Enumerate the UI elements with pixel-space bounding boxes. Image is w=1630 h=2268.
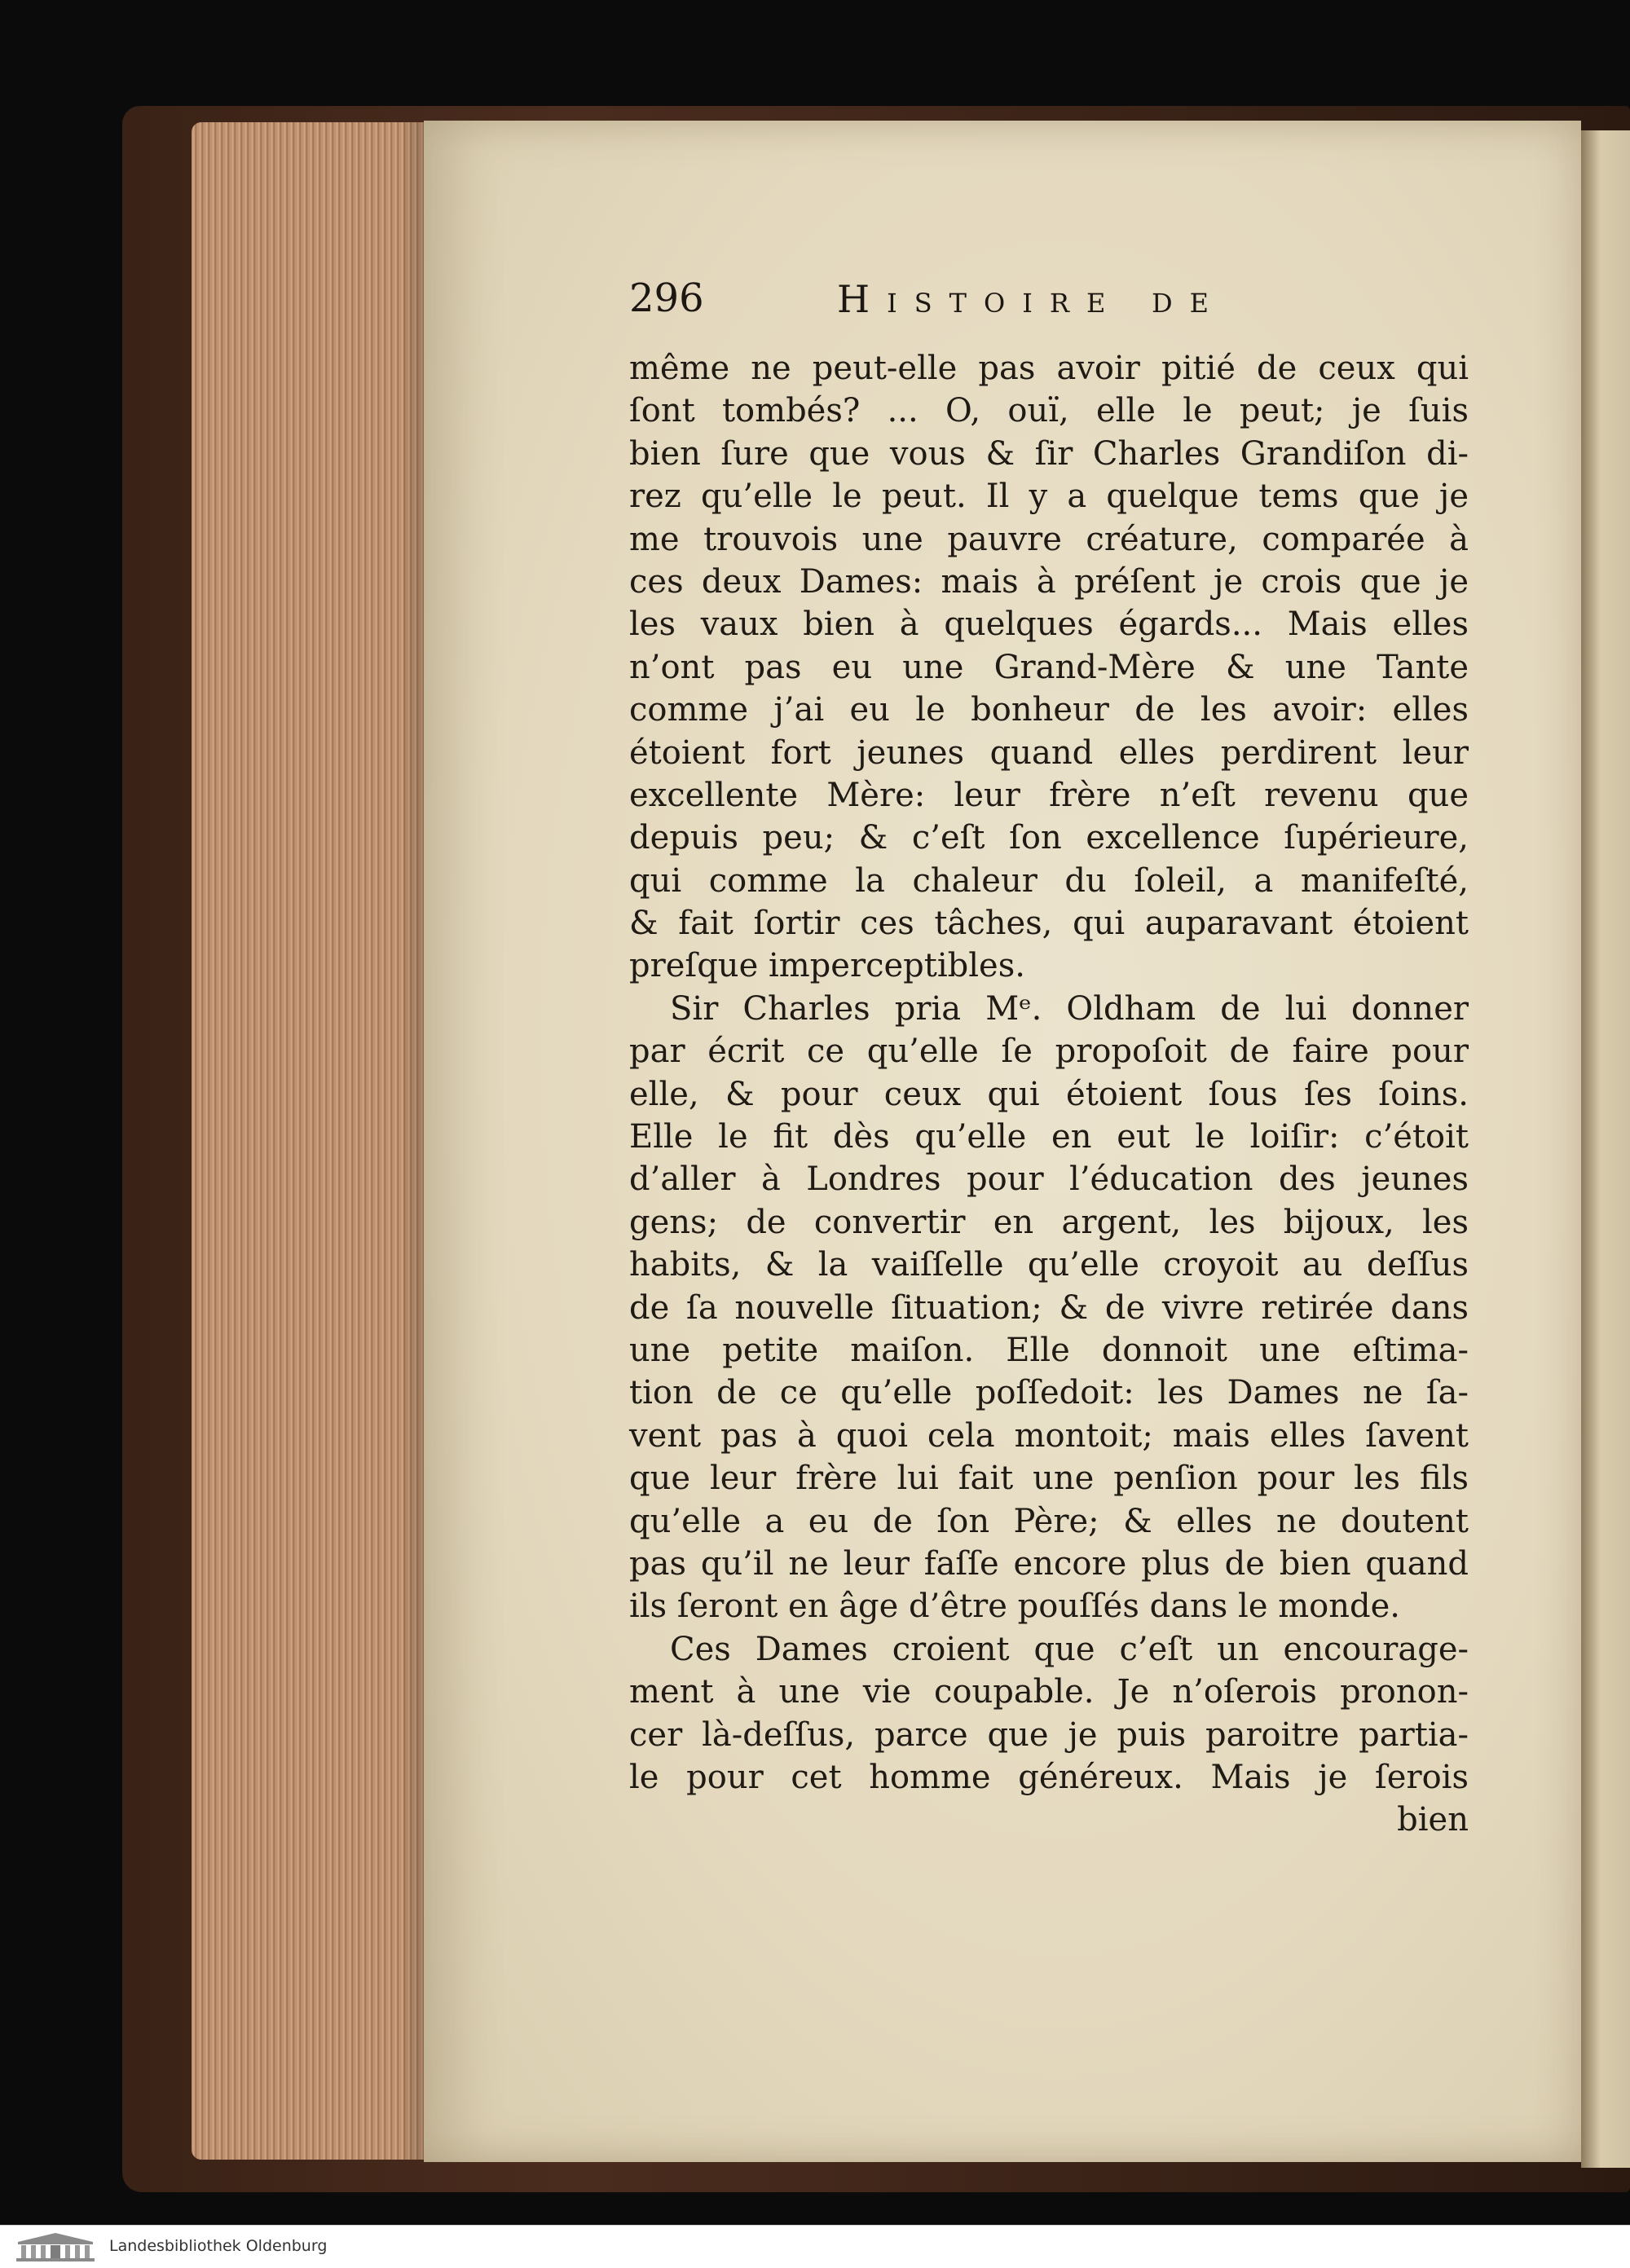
text-line: & fait ſortir ces tâches, qui auparavant étoient xyxy=(629,905,1469,943)
text-line: une petite maiſon. Elle donnoit une eſtima- xyxy=(629,1331,1469,1369)
text-line: ment à une vie coupable. Je n’oſerois pronon- xyxy=(629,1673,1469,1711)
text-line: depuis peu; & c’eſt ſon excellence ſupérieure, xyxy=(629,819,1469,857)
page-number: 296 xyxy=(629,275,704,321)
body-text xyxy=(629,347,1469,1842)
text-line: ces deux Dames: mais à préſent je crois que je xyxy=(629,562,1469,601)
text-line: qui comme la chaleur du ſoleil, a manifeſté, xyxy=(629,861,1469,900)
facing-page-edge xyxy=(1581,130,1630,2168)
text-line: rez qu’elle le peut. Il y a quelque tems que je xyxy=(629,478,1469,516)
text-line: n’ont pas eu une Grand-Mère & une Tante xyxy=(629,648,1469,686)
running-head xyxy=(629,275,1469,332)
footer-bar xyxy=(0,2225,1630,2268)
text-line: elle, & pour ceux qui étoient ſous ſes ſoins. xyxy=(629,1075,1469,1113)
text-line: Elle le fit dès qu’elle en eut le loiſir: c’étoit xyxy=(629,1118,1469,1156)
text-line: bien ſure que vous & ſir Charles Grandiſon di- xyxy=(629,434,1469,473)
text-line: ils ſeront en âge d’être pouſſés dans le monde. xyxy=(629,1588,1400,1626)
library-building-icon xyxy=(13,2231,98,2263)
text-line: de ſa nouvelle ſituation; & de vivre retirée dans xyxy=(629,1288,1469,1327)
text-line: excellente Mère: leur frère n’eſt revenu que xyxy=(629,776,1469,814)
text-line: pas qu’il ne leur faſſe encore plus de bien quand xyxy=(629,1544,1469,1583)
text-line: d’aller à Londres pour l’éducation des jeunes xyxy=(629,1160,1469,1199)
text-line: vent pas à quoi cela montoit; mais elles ſavent xyxy=(629,1416,1469,1455)
page-edges xyxy=(192,122,436,2160)
running-title: Histoire de xyxy=(837,277,1226,321)
text-line: cer là-deſſus, parce que je puis paroitre partia- xyxy=(629,1715,1469,1754)
text-line: Sir Charles pria Mᵉ. Oldham de lui donner xyxy=(670,989,1469,1028)
text-line: tion de ce qu’elle poſſedoit: les Dames ne ſa- xyxy=(629,1374,1469,1412)
text-line: ſont tombés? ... O, ouï, elle le peut; je ſuis xyxy=(629,392,1469,430)
text-line: preſque imperceptibles. xyxy=(629,947,1025,985)
text-line: me trouvois une pauvre créature, comparée à xyxy=(629,520,1469,558)
text-line: étoient fort jeunes quand elles perdirent leur xyxy=(629,733,1469,772)
text-line: par écrit ce qu’elle ſe propoſoit de faire pour xyxy=(629,1033,1469,1071)
text-line: que leur frère lui fait une penſion pour les fils xyxy=(629,1460,1469,1498)
text-line: qu’elle a eu de ſon Père; & elles ne doutent xyxy=(629,1502,1469,1540)
text-line: même ne peut-elle pas avoir pitié de ceux qui xyxy=(629,350,1469,387)
text-line: le pour cet homme généreux. Mais je ſerois xyxy=(629,1758,1469,1796)
library-name: Landesbibliothek Oldenburg xyxy=(109,2237,328,2255)
catchword: bien xyxy=(1397,1801,1469,1839)
text-line: habits, & la vaiſſelle qu’elle croyoit au deſſus xyxy=(629,1246,1469,1284)
text-line: Ces Dames croient que c’eſt un encourage- xyxy=(670,1630,1469,1668)
text-line: les vaux bien à quelques égards... Mais elles xyxy=(629,606,1469,644)
text-line: comme j’ai eu le bonheur de les avoir: elles xyxy=(629,691,1469,729)
text-line: gens; de convertir en argent, les bijoux, les xyxy=(629,1203,1469,1241)
